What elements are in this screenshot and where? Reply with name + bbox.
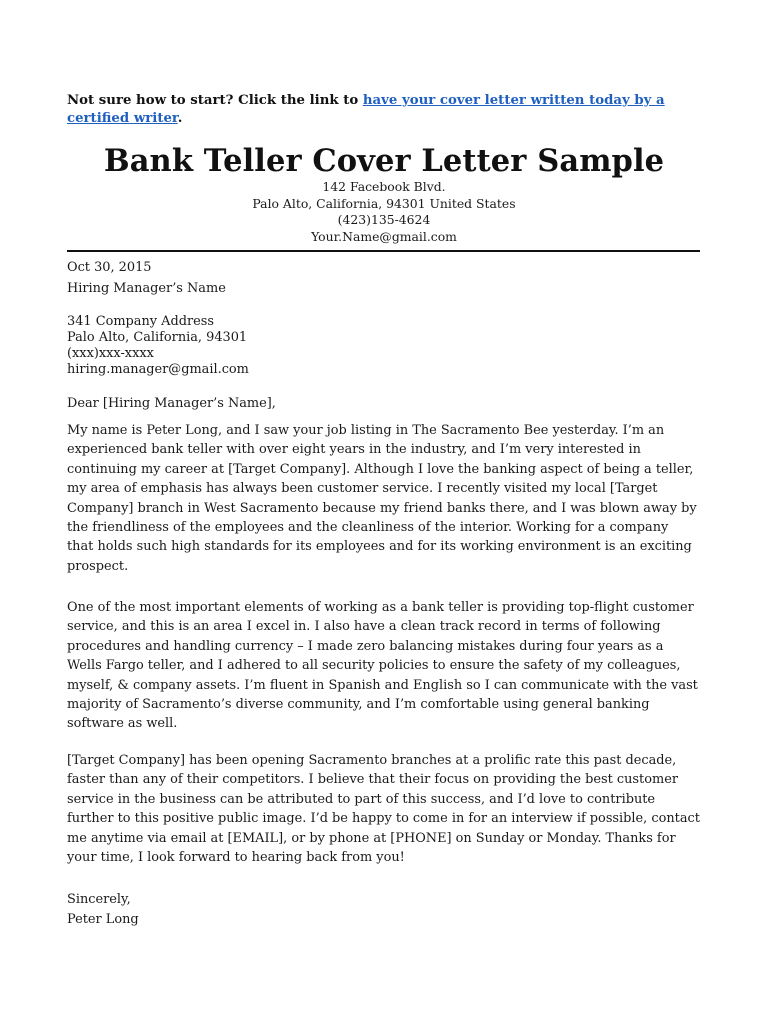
promo-banner: [67, 92, 707, 128]
link-text-line2: writer: [133, 111, 178, 126]
promo-text: Not sure how to start? Click the link to: [67, 93, 363, 108]
sender-street: 142 Facebook Blvd.: [322, 179, 446, 194]
paragraph-line: my area of emphasis has always been customer service. I recently visited my local [Target: [67, 481, 658, 497]
paragraph-2: [67, 598, 707, 734]
salutation: Dear [Hiring Manager’s Name],: [67, 396, 276, 411]
recipient-email: hiring.manager@gmail.com: [67, 362, 249, 377]
paragraph-line: software as well.: [67, 716, 178, 732]
closing: Sincerely,: [67, 892, 131, 907]
header-divider: [67, 250, 700, 252]
signature: Peter Long: [67, 912, 139, 927]
letter-date: Oct 30, 2015: [67, 260, 152, 275]
paragraph-1: [67, 421, 707, 576]
recipient-city: Palo Alto, California, 94301: [67, 330, 248, 345]
recipient-name: Hiring Manager’s Name: [67, 281, 226, 296]
sender-contact-block: [0, 179, 768, 245]
paragraph-line: continuing my career at [Target Company]. Although I love the banking aspect of being a teller,: [67, 461, 694, 477]
paragraph-line: procedures and handling currency – I made zero balancing mistakes during four years as a: [67, 638, 664, 654]
link-text-line1: have your cover letter written today by a certified: [67, 93, 665, 126]
sender-phone: (423)135-4624: [337, 212, 431, 227]
paragraph-line: that holds such high standards for its employees and for its working environment is an exciting: [67, 539, 692, 555]
paragraph-line: service, and this is an area I excel in. I also have a clean track record in terms of following: [67, 619, 661, 635]
paragraph-line: faster than any of their competitors. I believe that their focus on providing the best customer: [67, 772, 678, 788]
recipient-address-block: [67, 314, 707, 378]
recipient-phone: (xxx)xxx-xxxx: [67, 346, 154, 361]
paragraph-line: the friendliness of the employees and the cleanliness of the interior. Working for a company: [67, 520, 669, 536]
paragraph-line: your time, I look forward to hearing back from you!: [67, 850, 405, 866]
paragraph-line: further to this positive public image. I’d be happy to come in for an interview if possible, contact: [67, 811, 700, 827]
paragraph-line: prospect.: [67, 558, 129, 574]
paragraph-line: Wells Fargo teller, and I adhered to all security policies to ensure the safety of my colleagues,: [67, 658, 681, 674]
paragraph-line: One of the most important elements of working as a bank teller is providing top-flight customer: [67, 600, 694, 615]
sender-city: Palo Alto, California, 94301 United States: [252, 195, 516, 211]
paragraph-line: Company] branch in West Sacramento because my friend banks there, and I was blown away by: [67, 500, 697, 516]
paragraph-line: [Target Company] has been opening Sacramento branches at a prolific rate this past decade,: [67, 753, 677, 768]
recipient-address: 341 Company Address: [67, 314, 215, 329]
sender-email: Your.Name@gmail.com: [311, 228, 457, 244]
paragraph-line: service in the business can be attributed to part of this success, and I’d love to contribute: [67, 791, 656, 807]
paragraph-3: [67, 751, 707, 867]
paragraph-line: me anytime via email at [EMAIL], or by phone at [PHONE] on Sunday or Monday. Thanks for: [67, 830, 676, 846]
paragraph-line: My name is Peter Long, and I saw your job listing in The Sacramento Bee yesterday. I’m an: [67, 423, 665, 438]
paragraph-line: myself, & company assets. I’m fluent in Spanish and English so I can communicate with the vast: [67, 677, 698, 693]
page-title: Bank Teller Cover Letter Sample: [103, 143, 665, 179]
paragraph-line: experienced bank teller with over eight years in the industry, and I’m very interested in: [67, 442, 641, 458]
paragraph-line: majority of Sacramento’s diverse community, and I’m comfortable using general banking: [67, 697, 650, 713]
promo-suffix: .: [177, 111, 183, 126]
